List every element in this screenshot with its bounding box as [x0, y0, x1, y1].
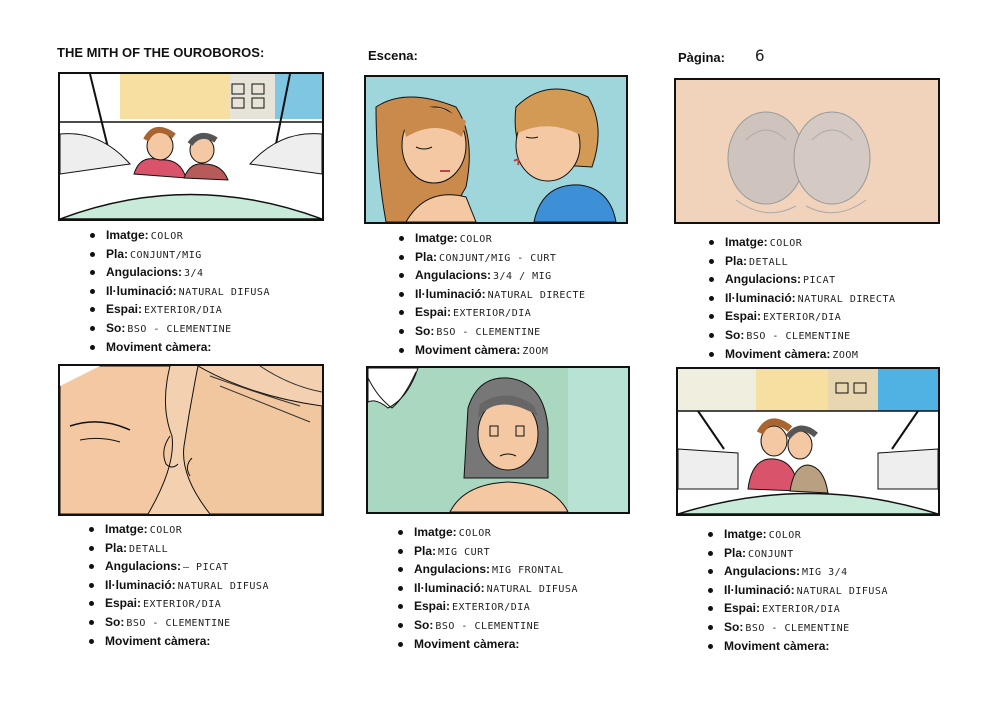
field-espai: Espai: EXTERIOR/DIA: [106, 300, 270, 319]
field-pla: Pla: DETALL: [105, 539, 269, 558]
storyboard-frame-4: [58, 364, 324, 516]
field-pla: Pla: DETALL: [725, 252, 895, 271]
field-imatge: Imatge: COLOR: [415, 229, 585, 248]
kiss-detail-drawing: [60, 366, 322, 514]
field-il-luminacio: Il·luminació: NATURAL DIFUSA: [106, 282, 270, 301]
storyboard-title: THE MITH OF THE OUROBOROS:: [57, 45, 265, 60]
field-il-luminacio: Il·luminació: NATURAL DIFUSA: [414, 579, 578, 598]
field-il-luminacio: Il·luminació: NATURAL DIRECTE: [415, 285, 585, 304]
girl-frontal-drawing: [368, 368, 628, 512]
field-pla: Pla: MIG CURT: [414, 542, 578, 561]
panel-1-fields: [88, 226, 270, 356]
panel-2-fields: [397, 229, 585, 359]
field-moviment: Moviment càmera:: [724, 637, 888, 656]
two-faces-closeup-drawing: [366, 77, 626, 222]
storyboard-frame-6: [676, 367, 940, 516]
field-pla: Pla: CONJUNT: [724, 544, 888, 563]
panel-5-fields: [396, 523, 578, 653]
field-angulacions: Angulacions: MIG 3/4: [724, 562, 888, 581]
field-so: So: BSO - CLEMENTINE: [725, 326, 895, 345]
field-espai: Espai: EXTERIOR/DIA: [105, 594, 269, 613]
field-moviment: Moviment càmera: ZOOM: [725, 345, 895, 364]
storyboard-frame-3: [674, 78, 940, 224]
pagina-number: 6: [755, 46, 766, 65]
field-so: So: BSO - CLEMENTINE: [106, 319, 270, 338]
field-espai: Espai: EXTERIOR/DIA: [724, 599, 888, 618]
field-imatge: Imatge: COLOR: [106, 226, 270, 245]
field-imatge: Imatge: COLOR: [724, 525, 888, 544]
field-espai: Espai: EXTERIOR/DIA: [725, 307, 895, 326]
storyboard-frame-5: [366, 366, 630, 514]
field-moviment: Moviment càmera:: [414, 635, 578, 654]
field-angulacions: Angulacions: 3/4: [106, 263, 270, 282]
storyboard-frame-2: [364, 75, 628, 224]
field-imatge: Imatge: COLOR: [105, 520, 269, 539]
field-moviment: Moviment càmera:: [105, 632, 269, 651]
field-so: So: BSO - CLEMENTINE: [415, 322, 585, 341]
field-so: So: BSO - CLEMENTINE: [414, 616, 578, 635]
field-il-luminacio: Il·luminació: NATURAL DIFUSA: [105, 576, 269, 595]
field-angulacions: Angulacions: MIG FRONTAL: [414, 560, 578, 579]
field-angulacions: Angulacions: PICAT: [725, 270, 895, 289]
field-il-luminacio: Il·luminació: NATURAL DIFUSA: [724, 581, 888, 600]
escena-label: Escena:: [368, 48, 418, 63]
field-so: So: BSO - CLEMENTINE: [105, 613, 269, 632]
panel-4-fields: [87, 520, 269, 650]
panel-6-fields: [706, 525, 888, 655]
field-espai: Espai: EXTERIOR/DIA: [415, 303, 585, 322]
field-pla: Pla: CONJUNT/MIG: [106, 245, 270, 264]
field-moviment: Moviment càmera: ZOOM: [415, 341, 585, 360]
field-pla: Pla: CONJUNT/MIG - CURT: [415, 248, 585, 267]
car-interior-kiss-drawing: [678, 369, 938, 514]
field-angulacions: Angulacions: 3/4 / MIG: [415, 266, 585, 285]
field-imatge: Imatge: COLOR: [414, 523, 578, 542]
storyboard-frame-1: [58, 72, 324, 221]
field-espai: Espai: EXTERIOR/DIA: [414, 597, 578, 616]
field-imatge: Imatge: COLOR: [725, 233, 895, 252]
field-so: So: BSO - CLEMENTINE: [724, 618, 888, 637]
field-angulacions: Angulacions: — PICAT: [105, 557, 269, 576]
car-interior-couple-drawing: [60, 74, 322, 219]
pagina-label: Pàgina:: [678, 50, 725, 65]
field-il-luminacio: Il·luminació: NATURAL DIRECTA: [725, 289, 895, 308]
panel-3-fields: [707, 233, 895, 363]
field-moviment: Moviment càmera:: [106, 338, 270, 357]
heads-from-behind-drawing: [676, 80, 938, 222]
